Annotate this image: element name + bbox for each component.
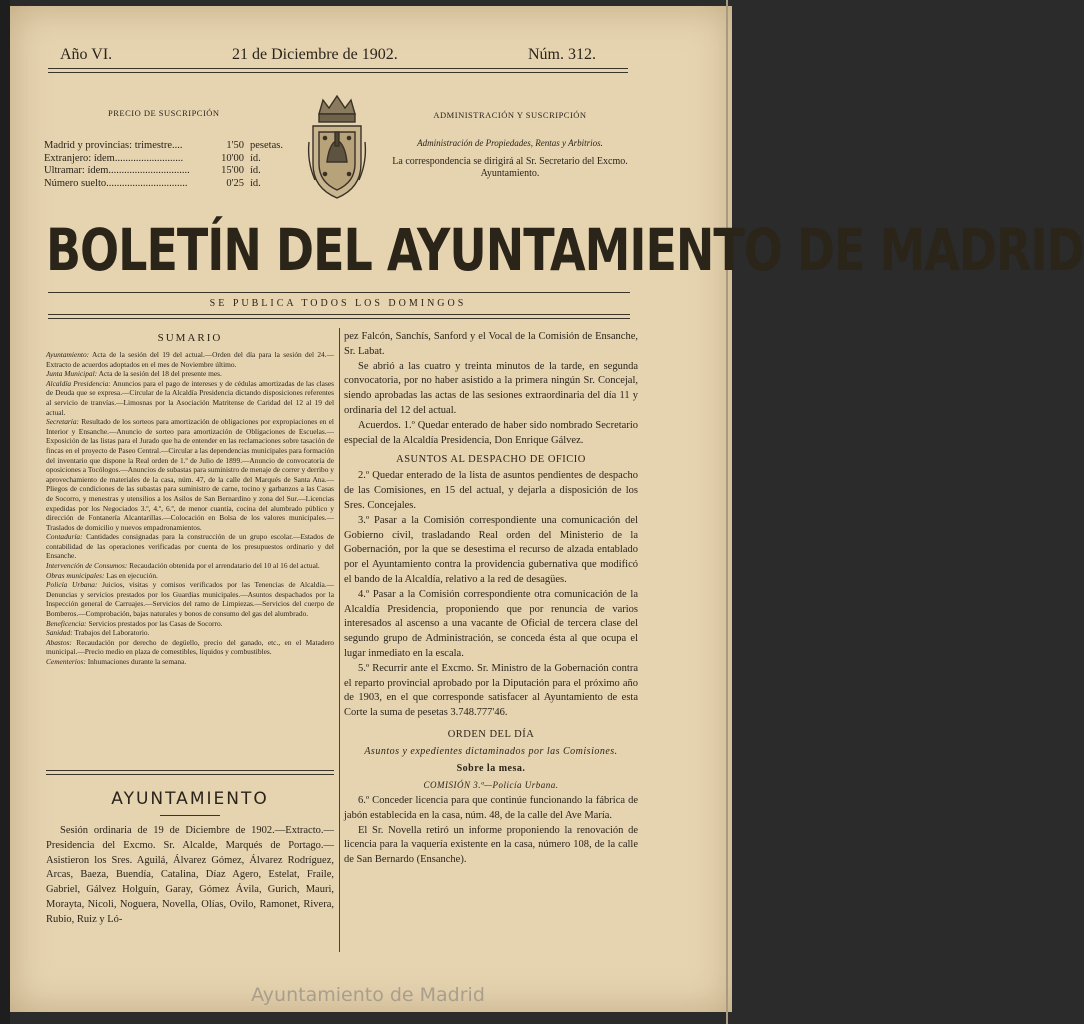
summary-entry: Recaudación por derecho de degüello, precio del ganado, etc., en el Matadero municipal.—Precio medio en plaza de comestibles, líquidos y combustibles. (46, 637, 334, 657)
summary-entry: Acta de la sesión del 19 del actual.—Orden del día para la sesión del 24.—Extracto de acuerdos adoptados en el mes de Noviembre último. (46, 350, 334, 369)
summary-heading: SUMARIO (157, 332, 223, 344)
masthead-rule-bottom (48, 314, 630, 315)
section-subheading: Asuntos y expedientes dictaminados por las Comisiones. (364, 745, 618, 757)
publication-frequency: SE PUBLICA TODOS LOS DOMINGOS (209, 298, 467, 309)
header-rule-bottom (48, 72, 628, 73)
summary-label: Junta Municipal: (46, 369, 98, 379)
summary-entry: Acta de la sesión del 18 del presente mes. (98, 369, 222, 379)
watermark: Ayuntamiento de Madrid (251, 984, 485, 1006)
price-row (44, 140, 292, 153)
summary-entry: Juicios, visitas y comisos verificados por las Tenencias de Alcaldía.—Denuncias y servicios prestados por los Guardias municipales.—Asuntos despachados por la Inspección general de Carruajes.—Servicios del ramo de Limpiezas.—Servicios del cuerpo de Bomberos.—Comprobación, bajas naturales y bonos de consumo del gas del alumbrado. (46, 580, 334, 619)
summary-entry: Las en ejecución. (106, 570, 158, 580)
subscription-table (44, 140, 292, 190)
left-column (46, 330, 334, 928)
summary-label: Cementerios: (46, 657, 86, 666)
issue-number: Núm. 312. (528, 46, 596, 63)
price-unit: pesetas. (250, 140, 283, 151)
price-amount: 15'00 (221, 165, 244, 176)
price-label: Número suelto............................... (44, 177, 188, 189)
issue-date: 21 de Diciembre de 1902. (232, 46, 398, 63)
issue-year: Año VI. (60, 46, 113, 63)
summary-label: Intervención de Consumos: (46, 561, 128, 571)
summary-label: Contaduría: (46, 532, 83, 542)
summary-entry: Servicios prestados por las Casas de Socorro. (88, 618, 223, 628)
price-row (44, 165, 292, 178)
session-text: Sesión ordinaria de 19 de Diciembre de 1902.—Extracto.—Presidencia del Excmo. Sr. Alcalde, Marqués de Portago.—Asistieron los Sres. Aguilá, Álvarez Gómez, Álvarez Rodríguez, Arcas, Baeza, Buendía, Catalina, Díaz Agero, Estelat, Fraile, Gabriel, Gálvez Holguín, Garay, Gómez Ávila, Gurich, Mauri, Morayta, Nicoli, Noguera, Novella, Olías, Ovilo, Ramonet, Rivera, Rubio, Ruiz y Ló- (46, 825, 334, 925)
section-heading: ORDEN DEL DÍA (447, 728, 535, 740)
paragraph: El Sr. Novella retiró un informe proponiendo la renovación de licencia para la vaquería existente en la casa, número 108, de la calle de San Bernardo (Ensanche). (344, 824, 638, 866)
price-amount: 0'25 (226, 177, 244, 189)
paragraph: 5.º Recurrir ante el Excmo. Sr. Ministro de la Gobernación contra el reparto provincial aprobado por la Diputación para el próximo año de 1903, en el que corresponde satisfacer al Ayuntamiento de esta Corte la suma de pesetas 3.748.777'46. (344, 662, 638, 719)
price-label: Ultramar: ídem............................... (44, 165, 190, 176)
paragraph: Se abrió a las cuatro y treinta minutos de la tarde, en segunda convocatoria, por no haber asistido a la primera ningún Sr. Concejal, siendo aprobadas las actas de las sesiones extraordinaria del día 11 y ordinaria del 12 del actual. (344, 360, 638, 416)
summary-text (46, 350, 334, 762)
correspondence-note: La correspondencia se dirigirá al Sr. Secretario del Excmo. Ayuntamiento. (392, 156, 628, 179)
newspaper-title: BOLETÍN DEL AYUNTAMIENTO DE MADRID (46, 216, 1084, 284)
summary-entry: Trabajos del Laboratorio. (74, 628, 150, 638)
right-column (344, 330, 638, 868)
summary-entry: Cantidades consignadas para la construcción de un grupo escolar.—Estados de contabilidad de las operaciones verificadas por cuenta de los presupuestos ordinario y del Ensanche. (46, 532, 334, 561)
summary-entry: Resultado de los sorteos para amortización de obligaciones por expropiaciones en el Interior y Ensanche.—Anuncio de sorteo para amortización de Obligaciones de Escuelas.—Exposición de las listas para el Jurado que ha de entender en las reclamaciones sobre tasación de fincas en el proyecto de Paseo Central.—Circular a las dependencias municipales para formación del inventario que dispone la Real orden de 1.º de Julio de 1899.—Anuncio de convocatoria de oposiciones a Tocólogos.—Anuncios de subastas para suministro de menaje de correr y derribo y aprovechamiento de materiales de la casa, núm. 47, de la calle del Marqués de Santa Ana.—Pliegos de condiciones de las subastas para suministro de carne, tocino y garbanzos a las Casas de Socorro, y menestras y utensilios a los Asilos de San Bernardino y zona del Sur.—Licencias expedidas por los Negociados 3.º, 4.º, 6.º, de menor cuantía, cocina del alumbrado público y dirección de Fontanería Alcantarillas.—Colocación en Bolsa de los valores municipales.—Traslados de domicilio y nuevos empadronamientos. (46, 417, 334, 532)
administration-office: Administración de Propiedades, Rentas y Arbitrios. (417, 138, 603, 148)
committee-heading: COMISIÓN 3.ª—Policía Urbana. (423, 779, 559, 790)
paragraph: 6.º Conceder licencia para que continúe funcionando la fábrica de jabón establecida en la casa, núm. 48, de la calle del Ave María. (344, 794, 638, 821)
ayuntamiento-heading: AYUNTAMIENTO (111, 789, 269, 809)
summary-entry: Anuncios para el pago de intereses y de cédulas amortizadas de las clases de Deuda que se expresa.—Circular de la Alcaldía Presidencia dictando disposiciones referentes al servicio de tranvías.—Limosnas por la Asociación Matritense de Caridad del 12 al 19 del actual. (46, 378, 334, 417)
administration-heading: ADMINISTRACIÓN Y SUSCRIPCIÓN (433, 110, 587, 120)
page-edge (726, 0, 728, 1024)
summary-label: Abastos: (46, 637, 72, 647)
paragraph: 4.º Pasar a la Comisión correspondiente otra comunicación de la Alcaldía Presidencia, proponiendo que por renuncia de varios interesados al ascenso a una vacante de Oficial de tercera clase del segundo grupo de Administración, se conceda ésta al que ocupa el lugar inmediato en la escala. (344, 588, 638, 659)
price-row (44, 178, 292, 191)
summary-entry: Inhumaciones durante la semana. (87, 657, 187, 666)
paragraph: 2.º Quedar enterado de la lista de asuntos pendientes de despacho de las Comisiones, en 15 del actual, y dejarla a disposición de los Sres. Concejales. (344, 470, 638, 511)
masthead-rule-double (48, 318, 630, 319)
summary-label: Ayuntamiento: (46, 350, 90, 359)
price-row (44, 153, 292, 166)
price-amount: 10'00 (221, 152, 244, 164)
price-label: Madrid y provincias: trimestre.... (44, 140, 183, 151)
header-rule-top (48, 68, 628, 69)
summary-label: Policía Urbana: (46, 580, 98, 590)
masthead-rule-top (48, 292, 630, 293)
summary-entry: Recaudación obtenida por el arrendatario del 10 al 16 del actual. (129, 561, 320, 571)
summary-label: Secretaría: (46, 417, 79, 427)
price-unit: íd. (250, 152, 261, 164)
price-label: Extranjero: ídem.......................... (44, 152, 184, 164)
summary-label: Alcaldía Presidencia: (46, 378, 111, 388)
section-heading: ASUNTOS AL DESPACHO DE OFICIO (396, 454, 586, 466)
price-amount: 1'50 (226, 140, 244, 151)
madrid-coat-of-arms-icon (305, 92, 369, 204)
subscription-heading: PRECIO DE SUSCRIPCIÓN (108, 108, 220, 118)
section-rule (46, 774, 334, 775)
summary-label: Sanidad: (46, 628, 73, 638)
paragraph: Acuerdos. 1.º Quedar enterado de haber sido nombrado Secretario especial de la Alcaldía Presidencia, Don Enrique Gálvez. (344, 419, 638, 446)
column-divider (339, 328, 340, 952)
price-unit: íd. (250, 177, 261, 189)
price-unit: íd. (250, 165, 261, 176)
summary-label: Obras municipales: (46, 570, 105, 580)
paragraph: 3.º Pasar a la Comisión correspondiente una comunicación del Gobierno civil, trasladando Real orden del Ministerio de la Gobernación, por la que se desestima el recurso de alzada entablado por el Ayuntamiento contra la providencia gubernativa que modificó el bando de la Alcaldía, relativo a la red de desagües. (344, 514, 638, 585)
section-subheading: Sobre la mesa. (456, 762, 526, 774)
summary-label: Beneficencia: (46, 618, 87, 628)
heading-underline (160, 815, 220, 816)
paragraph: pez Falcón, Sanchís, Sanford y el Vocal de la Comisión de Ensanche, Sr. Labat. (344, 331, 638, 357)
administration-block (380, 110, 640, 180)
section-rule (46, 770, 334, 771)
book-spine (0, 0, 10, 1024)
